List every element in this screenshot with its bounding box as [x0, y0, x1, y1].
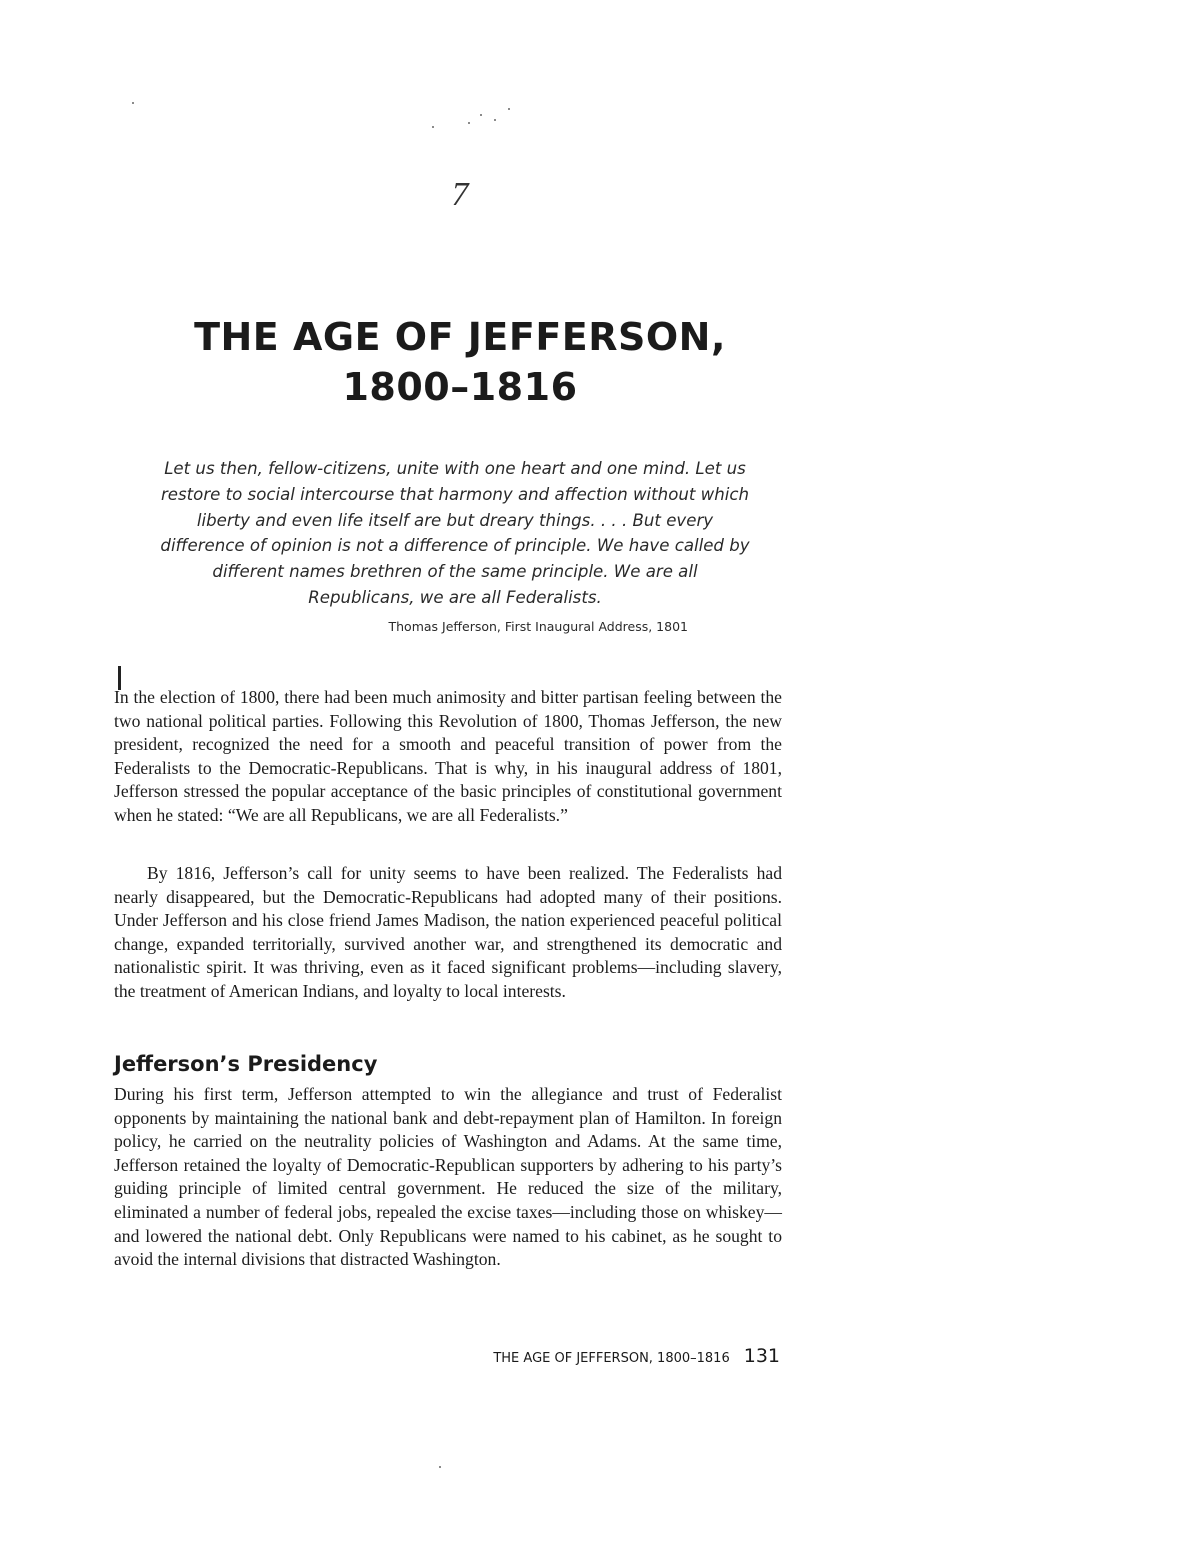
chapter-title — [160, 312, 760, 412]
chapter-title-line-2: 1800–1816 — [342, 365, 578, 409]
intro-paragraph-2 — [114, 862, 782, 1004]
scan-speck — [468, 122, 470, 124]
scan-speck — [508, 108, 510, 110]
scan-speck — [432, 126, 434, 128]
running-head: THE AGE OF JEFFERSON, 1800–1816 — [493, 1351, 730, 1366]
scan-speck — [132, 102, 134, 104]
epigraph-quote: Let us then, fellow-citizens, unite with one heart and one mind. Let us restore to social intercourse that harmony and affection without which liberty and even life itself are but dreary things. . . . But every difference of opinion is not a difference of principle. We have called by different names brethren of the same principle. We are all Republicans, we are all Federalists. — [160, 459, 750, 607]
section-paragraph-text: During his first term, Jefferson attempted to win the allegiance and trust of Federalist opponents by maintaining the national bank and debt-repayment plan of Hamilton. In foreign policy, he carried on the neutrality policies of Washington and Adams. At the same time, Jefferson retained the loyalty of Democratic-Republican supporters by adhering to his party’s guiding principle of limited central government. He reduced the size of the military, eliminated a number of federal jobs, repealed the excise taxes—including those on whiskey—and lowered the national debt. Only Republicans were named to his cabinet, as he sought to avoid the internal divisions that distracted Washington. — [114, 1084, 782, 1270]
epigraph-source: Thomas Jefferson, First Inaugural Address, 1801 — [388, 619, 688, 634]
section-paragraph — [114, 1083, 782, 1272]
section-heading: Jefferson’s Presidency — [114, 1052, 378, 1076]
intro-paragraph-1-text: In the election of 1800, there had been much animosity and bitter partisan feeling between the two national political parties. Following this Revolution of 1800, Thomas Jefferson, the new president, recognized the need for a smooth and peaceful transition of power from the Federalists to the Democratic-Republicans. That is why, in his inaugural address of 1801, Jefferson stressed the popular acceptance of the basic principles of constitutional government when he stated: “We are all Republicans, we are all Federalists.” — [114, 687, 782, 825]
intro-paragraph-2-text: By 1816, Jefferson’s call for unity seems to have been realized. The Federalists had nearly disappeared, but the Democratic-Republicans had adopted many of their positions. Under Jefferson and his close friend James Madison, the nation experienced peaceful political change, expanded territorially, survived another war, and strengthened its democratic and nationalistic spirit. It was thriving, even as it faced significant problems—including slavery, the treatment of American Indians, and loyalty to local interests. — [114, 863, 782, 1001]
scan-speck — [439, 1466, 441, 1468]
scan-speck — [480, 114, 482, 116]
chapter-number: 7 — [451, 176, 469, 213]
page-number: 131 — [743, 1345, 780, 1367]
chapter-title-line-1: THE AGE OF JEFFERSON, — [194, 315, 726, 359]
intro-paragraph-1 — [114, 686, 782, 828]
scan-speck — [494, 119, 496, 121]
page-footer — [420, 1345, 780, 1367]
